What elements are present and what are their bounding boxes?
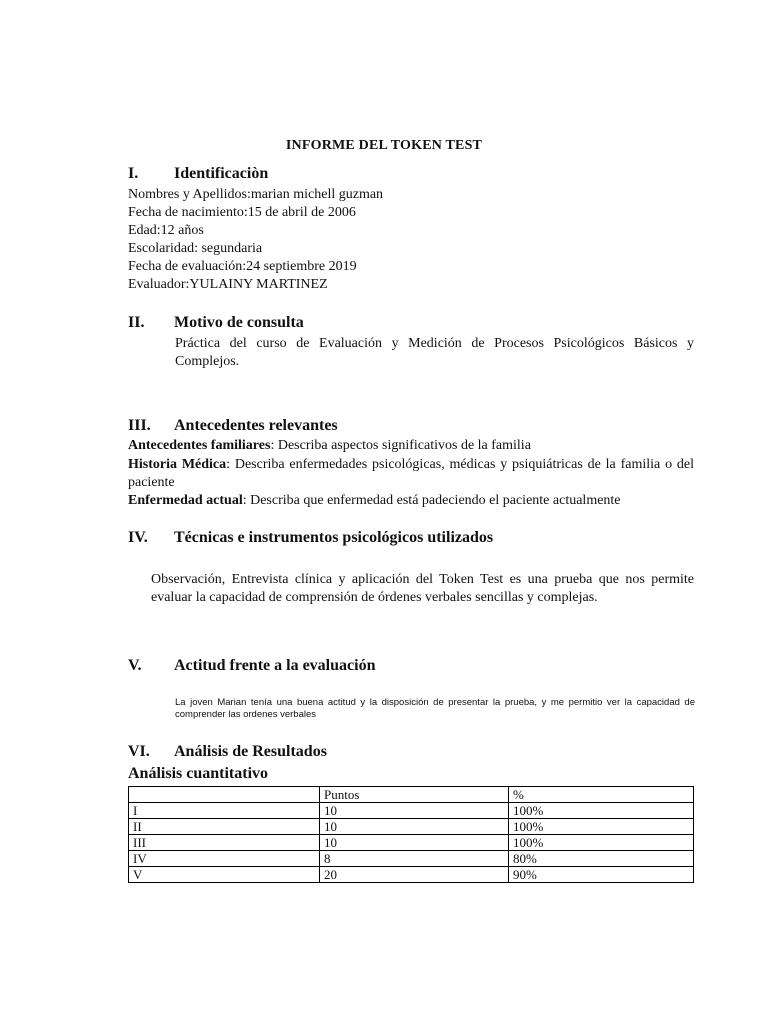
- id-fecha-nacimiento: Fecha de nacimiento:15 de abril de 2006: [128, 205, 356, 220]
- field-text: : Describa aspectos significativos de la familia: [270, 438, 531, 453]
- section-heading-antecedentes: [128, 417, 338, 435]
- section-title: Técnicas e instrumentos psicológicos utilizados: [174, 529, 494, 546]
- analisis-cuantitativo-heading: Análisis cuantitativo: [128, 765, 269, 782]
- section-number: IV.: [128, 529, 148, 546]
- table-row: [129, 819, 694, 835]
- table-cell: 100%: [509, 803, 694, 819]
- section-title: Identificaciòn: [174, 165, 269, 182]
- enfermedad-actual: [128, 492, 694, 510]
- field-label: Historia Médica: [128, 457, 227, 472]
- section-number: III.: [128, 417, 151, 434]
- field-text: : Describa enfermedades psicológicas, médicas y psiquiátricas de la familia o del paciente: [128, 457, 694, 490]
- table-cell: 20: [320, 867, 509, 883]
- section-number: VI.: [128, 743, 150, 760]
- actitud-text: La joven Marian tenía una buena actitud y la disposición de presentar la prueba, y me permitio ver la capacidad de comprender las ordenes verbales: [175, 697, 695, 720]
- table-cell: 100%: [509, 835, 694, 851]
- section-heading-tecnicas: [128, 529, 493, 547]
- antecedentes-familiares: [128, 437, 694, 455]
- section-heading-analisis: [128, 743, 327, 761]
- id-fecha-evaluacion: Fecha de evaluación:24 septiembre 2019: [128, 259, 357, 274]
- table-cell: V: [129, 867, 320, 883]
- section-title: Actitud frente a la evaluación: [174, 657, 376, 674]
- section-number: V.: [128, 657, 142, 674]
- document-title: INFORME DEL TOKEN TEST: [285, 138, 483, 153]
- table-cell: 80%: [509, 851, 694, 867]
- table-header-cell: Puntos: [320, 787, 509, 803]
- table-header-row: [129, 787, 694, 803]
- section-heading-motivo: [128, 314, 304, 332]
- historia-medica: [128, 456, 694, 492]
- field-label: Enfermedad actual: [128, 493, 243, 508]
- section-heading-actitud: [128, 657, 375, 675]
- section-number: I.: [128, 165, 139, 182]
- table-cell: 10: [320, 819, 509, 835]
- table-header-cell: %: [509, 787, 694, 803]
- table-cell: II: [129, 819, 320, 835]
- table-cell: 90%: [509, 867, 694, 883]
- table-row: [129, 803, 694, 819]
- field-label: Antecedentes familiares: [128, 438, 271, 453]
- table-row: [129, 851, 694, 867]
- table-cell: I: [129, 803, 320, 819]
- field-text: : Describa que enfermedad está padeciendo el paciente actualmente: [242, 493, 621, 508]
- results-table: [128, 786, 694, 883]
- table-cell: IV: [129, 851, 320, 867]
- id-evaluador: Evaluador:YULAINY MARTINEZ: [128, 277, 328, 292]
- table-row: [129, 867, 694, 883]
- section-title: Análisis de Resultados: [174, 743, 327, 760]
- motivo-text: Práctica del curso de Evaluación y Medición de Procesos Psicológicos Básicos y Complejos.: [175, 336, 694, 369]
- section-title: Antecedentes relevantes: [174, 417, 338, 434]
- table-cell: 10: [320, 835, 509, 851]
- id-edad: Edad:12 años: [128, 223, 204, 238]
- table-cell: 8: [320, 851, 509, 867]
- table-row: [129, 835, 694, 851]
- table-cell: 10: [320, 803, 509, 819]
- table-cell: 100%: [509, 819, 694, 835]
- table-cell: III: [129, 835, 320, 851]
- id-nombres: Nombres y Apellidos:marian michell guzman: [128, 187, 384, 202]
- table-header-cell: [129, 787, 320, 803]
- section-number: II.: [128, 314, 145, 331]
- section-heading-identificacion: [128, 165, 268, 183]
- section-title: Motivo de consulta: [174, 314, 304, 331]
- tecnicas-text: Observación, Entrevista clínica y aplicación del Token Test es una prueba que nos permite evaluar la capacidad de comprensión de órdenes verbales sencillas y complejas.: [151, 572, 694, 605]
- id-escolaridad: Escolaridad: segundaria: [128, 241, 263, 256]
